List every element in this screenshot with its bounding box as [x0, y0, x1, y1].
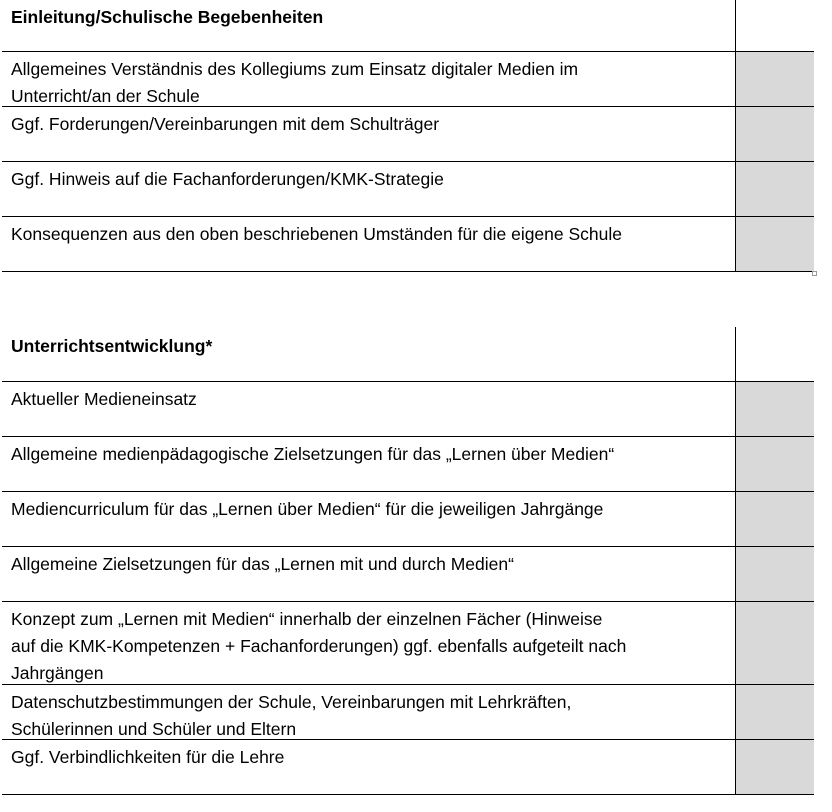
section-title: Einleitung/Schulische Begebenheiten — [11, 7, 324, 27]
row-text: Mediencurriculum für das „Lernen über Medien“ für die jeweiligen Jahrgänge — [11, 499, 604, 519]
shaded-cell[interactable] — [735, 382, 814, 436]
table-row — [2, 382, 814, 437]
row-text: Aktueller Medieneinsatz — [11, 389, 197, 409]
table-header-row — [2, 327, 814, 382]
table-row — [2, 437, 814, 492]
table-einleitung — [2, 0, 814, 272]
shaded-cell[interactable] — [735, 437, 814, 491]
shaded-cell[interactable] — [735, 685, 814, 739]
empty-cell[interactable] — [735, 327, 814, 381]
row-text: Datenschutzbestimmungen der Schule, Vereinbarungen mit Lehrkräften, Schülerinnen und Schüler und Eltern — [11, 692, 572, 739]
table-row — [2, 162, 814, 217]
table-row — [2, 740, 814, 795]
table-row — [2, 107, 814, 162]
row-text: Ggf. Verbindlichkeiten für die Lehre — [11, 747, 285, 767]
shaded-cell[interactable] — [735, 492, 814, 546]
row-text: Ggf. Forderungen/Vereinbarungen mit dem Schulträger — [11, 114, 440, 134]
table-row — [2, 547, 814, 602]
shaded-cell[interactable] — [735, 217, 814, 271]
table-row — [2, 602, 814, 685]
row-text: Allgemeine medienpädagogische Zielsetzungen für das „Lernen über Medien“ — [11, 444, 615, 464]
row-text: Allgemeine Zielsetzungen für das „Lernen mit und durch Medien“ — [11, 554, 514, 574]
row-text: Allgemeines Verständnis des Kollegiums zum Einsatz digitaler Medien im Unterricht/an der Schule — [11, 59, 579, 106]
row-text: Konsequenzen aus den oben beschriebenen Umständen für die eigene Schule — [11, 224, 623, 244]
shaded-cell[interactable] — [735, 162, 814, 216]
table-row — [2, 217, 814, 272]
shaded-cell[interactable] — [735, 547, 814, 601]
table-row — [2, 492, 814, 547]
table-row — [2, 685, 814, 740]
shaded-cell[interactable] — [735, 602, 814, 684]
row-text: Konzept zum „Lernen mit Medien“ innerhalb der einzelnen Fächer (Hinweise auf die KMK-Kompetenzen + Fachanforderungen) ggf. ebenfalls aufgeteilt nach Jahrgängen — [11, 609, 627, 683]
shaded-cell[interactable] — [735, 740, 814, 794]
table-header-row — [2, 0, 814, 52]
table-resize-handle[interactable] — [812, 271, 817, 276]
table-row — [2, 52, 814, 107]
empty-cell[interactable] — [735, 0, 814, 51]
section-title: Unterrichtsentwicklung* — [11, 336, 213, 356]
table-unterrichtsentwicklung — [2, 327, 814, 795]
shaded-cell[interactable] — [735, 52, 814, 106]
row-text: Ggf. Hinweis auf die Fachanforderungen/KMK-Strategie — [11, 169, 444, 189]
shaded-cell[interactable] — [735, 107, 814, 161]
